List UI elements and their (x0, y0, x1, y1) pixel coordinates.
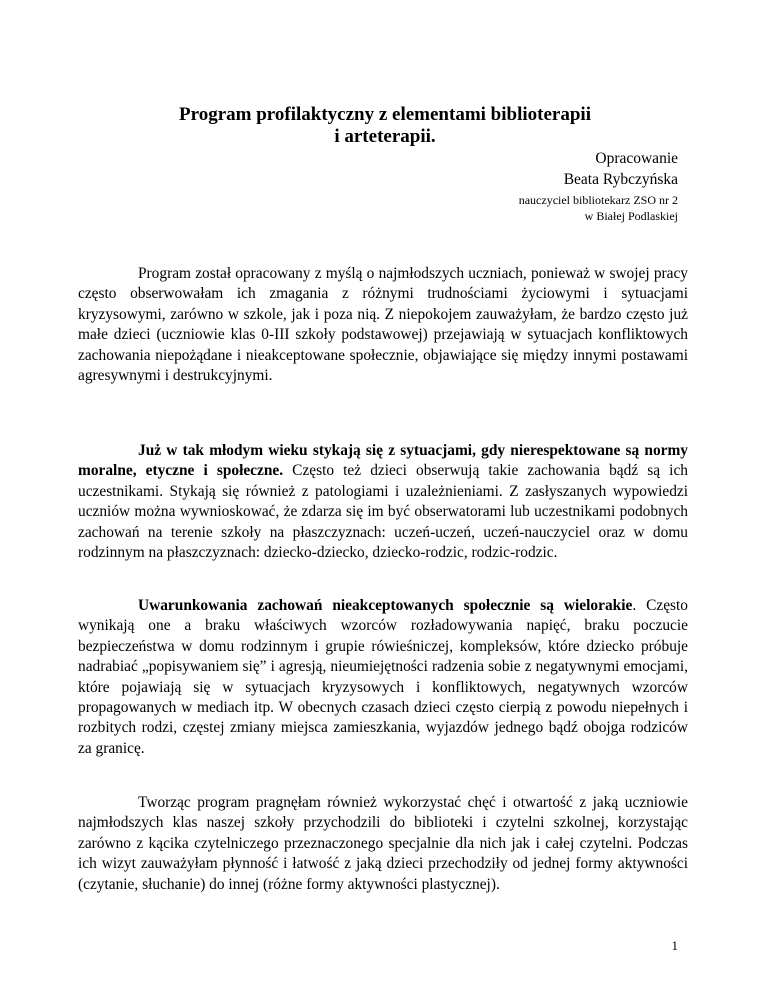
affiliation-block (519, 192, 678, 224)
paragraph-3 (78, 596, 688, 759)
paragraph-3-bold: Uwarunkowania zachowań nieakceptowanych społecznie są wielorakie (138, 597, 633, 614)
document-title (120, 104, 650, 148)
byline-label: Opracowanie (595, 150, 678, 167)
paragraph-2 (78, 441, 688, 563)
page-number: 1 (671, 938, 678, 953)
paragraph-2-bold: Już w tak młodym wieku stykają się z sytuacjami, gdy nierespektowane są normy moralne, etyczne i społeczne. (78, 442, 688, 480)
author-name: Beata Rybczyńska (563, 171, 678, 188)
affiliation-line-2: w Białej Podlaskiej (584, 209, 678, 223)
title-line-2: i arteterapii. (334, 126, 436, 147)
author-block (564, 148, 678, 190)
paragraph-1: Program został opracowany z myślą o najmłodszych uczniach, ponieważ w swojej pracy często obserwowałam ich zmagania z różnymi trudnościami życiowymi i sytuacjami kryzysowymi, zarówno w szkole, jak i poza nią. Z niepokojem zauważyłam, że bardzo często już małe dzieci (uczniowie klas 0-III szkoły podstawowej) przejawiają w sytuacjach konfliktowych zachowania niepożądane i nieakceptowane społecznie, objawiające się między innymi postawami agresywnymi i destrukcyjnymi. (78, 265, 688, 385)
paragraph-3-rest: . Często wynikają one a braku właściwych wzorców rozładowywania napięć, braku poczucie bezpieczeństwa w domu rodzinnym i grupie rówieśniczej, kompleksów, które dziecko próbuje nadrabiać „popisywaniem się” i agresją, nieumiejętności radzenia sobie z negatywnymi emocjami, które pojawiają się w sytuacjach kryzysowych i konfliktowych, negatywnych wzorców propagowanych w mediach itp. W obecnych czasach dzieci często cierpią z powodu niepełnych i rozbitych rodzi, częstej zmiany miejsca zamieszkania, wyjazdów jednego bądź obojga rodziców za granicę. (78, 597, 688, 757)
title-line-1: Program profilaktyczny z elementami biblioterapii (179, 104, 591, 125)
affiliation-line-1: nauczyciel bibliotekarz ZSO nr 2 (518, 193, 678, 207)
paragraph-4: Tworząc program pragnęłam również wykorzystać chęć i otwartość z jaką uczniowie najmłodszych klas naszej szkoły przychodzili do biblioteki i czytelni szkolnej, korzystając zarówno z kącika czytelniczego przeznaczonego specjalnie dla nich jak i całej czytelni. Podczas ich wizyt zauważyłam płynność i łatwość z jaką dzieci przechodziły od jednej formy aktywności (czytanie, słuchanie) do innej (różne formy aktywności plastycznej). (78, 794, 688, 893)
paragraph-2-rest: Często też dzieci obserwują takie zachowania bądź są ich uczestnikami. Stykają się również z patologiami i uzależnieniami. Z zasłyszanych wypowiedzi uczniów można wywnioskować, że zdarza się im być obserwatorami lub uczestnikami podobnych zachowań na terenie szkoły na płaszczyznach: uczeń-uczeń, uczeń-nauczyciel oraz w domu rodzinnym na płaszczyznach: dziecko-dziecko, dziecko-rodzic, rodzic-rodzic. (78, 462, 688, 562)
